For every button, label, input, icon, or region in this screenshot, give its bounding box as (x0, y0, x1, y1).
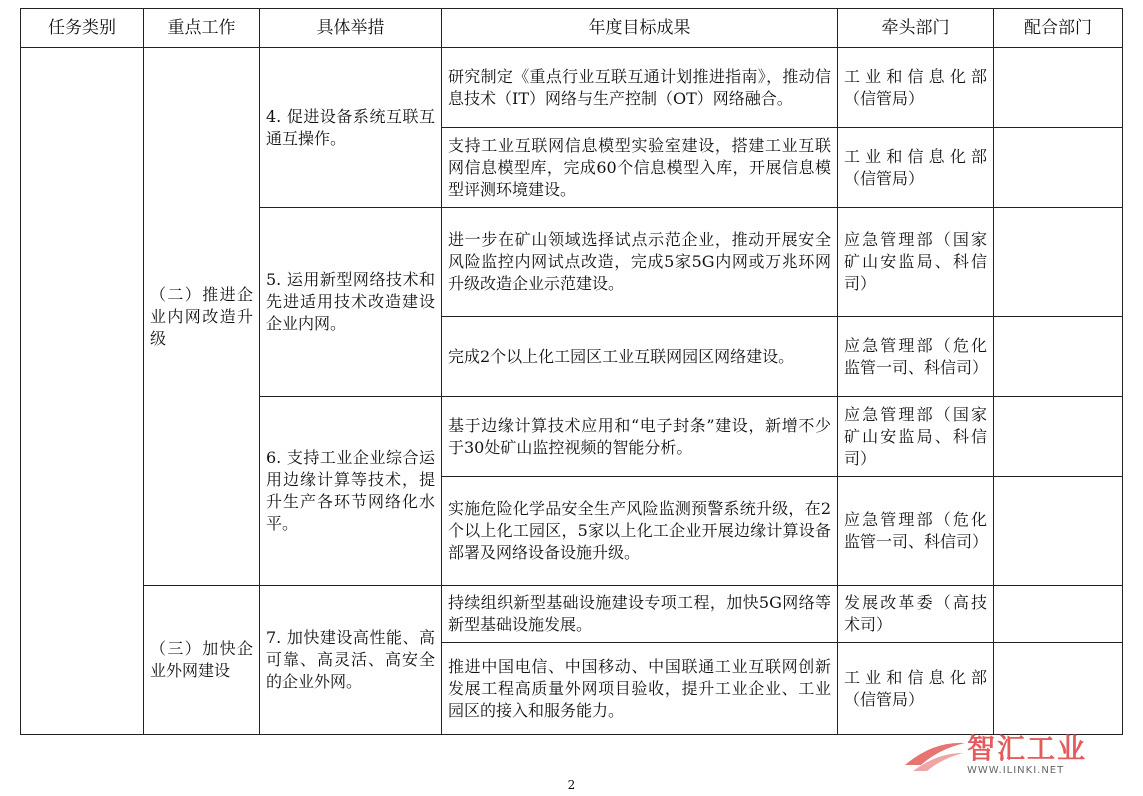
supporting-department-cell (994, 128, 1123, 208)
measure-cell: 7. 加快建设高性能、高可靠、高灵活、高安全的企业外网。 (260, 586, 442, 735)
header-specific-measures: 具体举措 (260, 9, 442, 48)
watermark-title: 智汇工业 (967, 731, 1088, 765)
swoosh-logo-icon (903, 735, 967, 775)
header-annual-goals: 年度目标成果 (442, 9, 838, 48)
goal-cell: 进一步在矿山领域选择试点示范企业，推动开展安全风险监控内网试点改造，完成5家5G内网或万兆环网升级改造企业示范建设。 (442, 208, 838, 317)
supporting-department-cell (994, 48, 1123, 128)
supporting-department-cell (994, 643, 1123, 735)
supporting-department-cell (994, 208, 1123, 317)
measure-cell: 5. 运用新型网络技术和先进适用技术改造建设企业内网。 (260, 208, 442, 397)
lead-department-cell: 工业和信息化部（信管局） (838, 643, 994, 735)
table-header-row (21, 9, 1123, 48)
table-row (21, 586, 1123, 643)
header-lead-department: 牵头部门 (838, 9, 994, 48)
header-supporting-department: 配合部门 (994, 9, 1123, 48)
watermark-logo (903, 732, 1133, 778)
key-work-cell: （三）加快企业外网建设 (144, 586, 260, 735)
supporting-department-cell (994, 586, 1123, 643)
lead-department-cell: 应急管理部（危化监管一司、科信司） (838, 317, 994, 397)
lead-department-cell: 应急管理部（国家矿山安监局、科信司） (838, 208, 994, 317)
table-row (21, 48, 1123, 128)
key-work-cell: （二）推进企业内网改造升级 (144, 48, 260, 586)
header-key-work: 重点工作 (144, 9, 260, 48)
header-task-category: 任务类别 (21, 9, 144, 48)
work-plan-table (20, 8, 1123, 735)
supporting-department-cell (994, 397, 1123, 477)
goal-cell: 持续组织新型基础设施建设专项工程，加快5G网络等新型基础设施发展。 (442, 586, 838, 643)
lead-department-cell: 工业和信息化部（信管局） (838, 48, 994, 128)
goal-cell: 实施危险化学品安全生产风险监测预警系统升级，在2个以上化工园区，5家以上化工企业开展边缘计算设备部署及网络设备设施升级。 (442, 477, 838, 586)
measure-cell: 4. 促进设备系统互联互通互操作。 (260, 48, 442, 208)
supporting-department-cell (994, 317, 1123, 397)
supporting-department-cell (994, 477, 1123, 586)
watermark-url: WWW.ILINKI.NET (967, 764, 1065, 776)
lead-department-cell: 应急管理部（危化监管一司、科信司） (838, 477, 994, 586)
lead-department-cell: 工业和信息化部（信管局） (838, 128, 994, 208)
lead-department-cell: 发展改革委（高技术司） (838, 586, 994, 643)
category-cell (21, 48, 144, 735)
goal-cell: 推进中国电信、中国移动、中国联通工业互联网创新发展工程高质量外网项目验收，提升工业企业、工业园区的接入和服务能力。 (442, 643, 838, 735)
goal-cell: 支持工业互联网信息模型实验室建设，搭建工业互联网信息模型库，完成60个信息模型入库，开展信息模型评测环境建设。 (442, 128, 838, 208)
page-number: 2 (567, 778, 576, 792)
goal-cell: 基于边缘计算技术应用和“电子封条”建设，新增不少于30处矿山监控视频的智能分析。 (442, 397, 838, 477)
goal-cell: 完成2个以上化工园区工业互联网园区网络建设。 (442, 317, 838, 397)
goal-cell: 研究制定《重点行业互联互通计划推进指南》，推动信息技术（IT）网络与生产控制（OT）网络融合。 (442, 48, 838, 128)
measure-cell: 6. 支持工业企业综合运用边缘计算等技术，提升生产各环节网络化水平。 (260, 397, 442, 586)
lead-department-cell: 应急管理部（国家矿山安监局、科信司） (838, 397, 994, 477)
